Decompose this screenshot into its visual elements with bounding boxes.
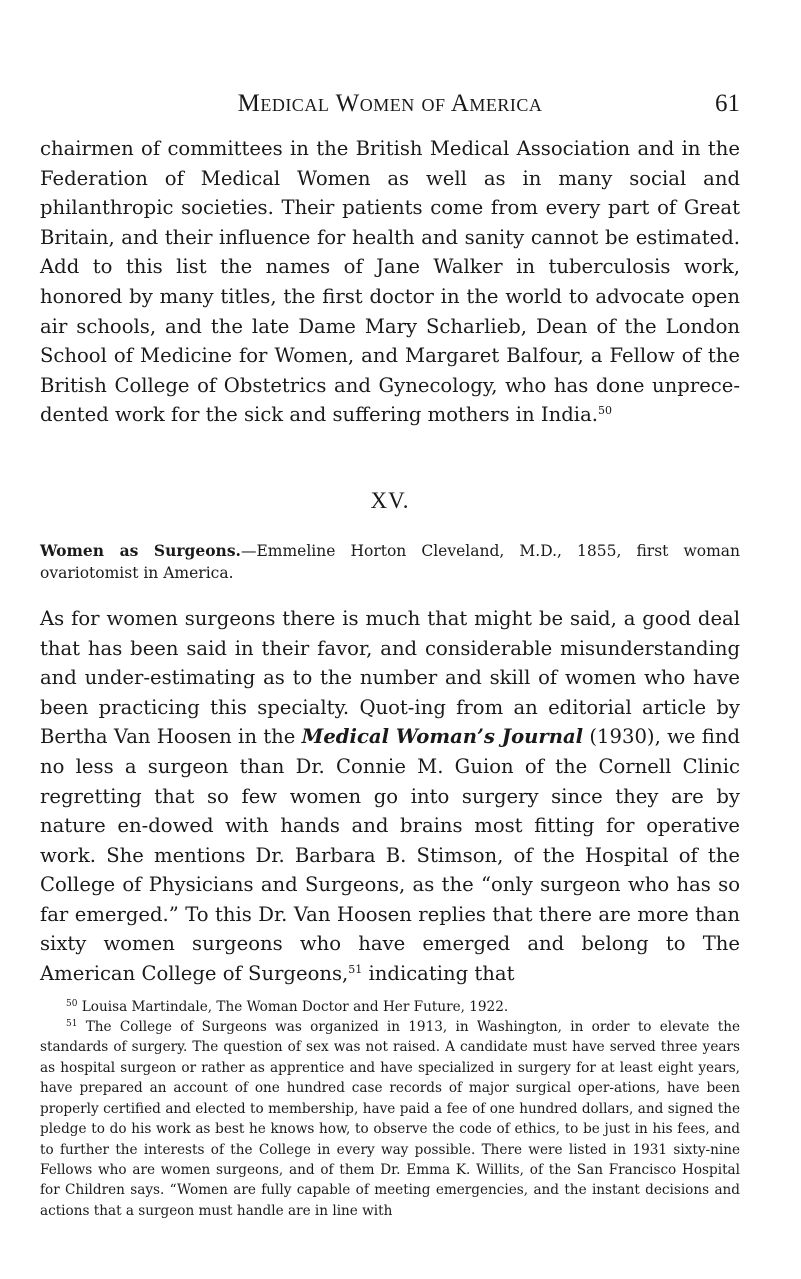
paragraph-continuation	[40, 134, 740, 430]
footnote-50-text: Louisa Martindale, The Woman Doctor and Her Future, 1922.	[77, 998, 509, 1015]
section-number: XV.	[370, 487, 410, 513]
paragraph-1-text: chairmen of committees in the British Medical Association and in the Federation of Medical Women as well as in many social and philanthropic societies. Their patients come from every part of Great Britain, and their influence for health and sanity cannot be estimated. Add to this list the names of Jane Walker in tuberculosis work, honored by many titles, the first doctor in the world to advocate open air schools, and the late Dame Mary Scharlieb, Dean of the London School of Medicine for Women, and Margaret Balfour, a Fellow of the British College of Obstetrics and Gynecology, who has done unprece-dented work for the sick and suffering mothers in India.	[40, 137, 740, 427]
section-summary-title: Women as Surgeons.	[40, 540, 241, 560]
paragraph-2-part-3: indicating that	[362, 962, 515, 986]
footnotes	[40, 997, 740, 1221]
page-number: 61	[715, 90, 740, 117]
section-summary	[40, 540, 740, 584]
running-head	[40, 90, 740, 122]
section-summary-text: —Emmeline Horton Cleveland, M.D., 1855, first woman ovariotomist in America.	[40, 541, 740, 582]
footnote-ref-50: 50	[597, 404, 612, 418]
paragraph-2-part-1: As for women surgeons there is much that might be said, a good deal that has been said in their favor, and considerable misunderstanding and under-estimating as to the number and skill of women who have been practicing this specialty. Quot-ing from an editorial article by Bertha Van Hoosen in the	[40, 606, 740, 749]
paragraph-2-part-2: (1930), we find no less a surgeon than Dr. Connie M. Guion of the Cornell Clinic regretting that so few women go into surgery since they are by nature en-dowed with hands and brains most fitting for operative work. She mentions Dr. Barbara B. Stimson, of the Hospital of the College of Physicians and Surgeons, as the “only surgeon who has so far emerged.” To this Dr. Van Hoosen replies that there are more than sixty women surgeons who have emerged and belong to The American College of Surgeons,	[40, 725, 740, 986]
footnote-ref-51: 51	[348, 963, 363, 977]
footnote-50-number: 50	[66, 998, 78, 1009]
footnote-50	[40, 997, 740, 1017]
paragraph-women-surgeons	[40, 604, 740, 989]
running-title: Medical Women of America	[237, 90, 543, 117]
footnote-51-number: 51	[66, 1019, 78, 1030]
journal-title: Medical Woman’s Journal	[301, 725, 584, 749]
footnote-51-text: The College of Surgeons was organized in 1913, in Washington, in order to elevate the standards of surgery. The question of sex was not raised. A candidate must have served three years as hospital surgeon or rather as apprentice and have specialized in surgery for at least eight years, have prepared an account of one hundred case records of major surgical oper-ations, have been properly certified and elected to membership, have paid a fee of one hundred dollars, and signed the pledge to do his work as best he knows how, to observe the code of ethics, to be just in his fees, and to further the interests of the College in every way possible. There were listed in 1931 sixty-nine Fellows who are women surgeons, and of them Dr. Emma K. Willits, of the San Francisco Hospital for Children says. “Women are fully capable of meeting emergencies, and the instant decisions and actions that a surgeon must handle are in line with	[40, 1019, 740, 1219]
book-page	[40, 90, 740, 1221]
footnote-51	[40, 1017, 740, 1221]
